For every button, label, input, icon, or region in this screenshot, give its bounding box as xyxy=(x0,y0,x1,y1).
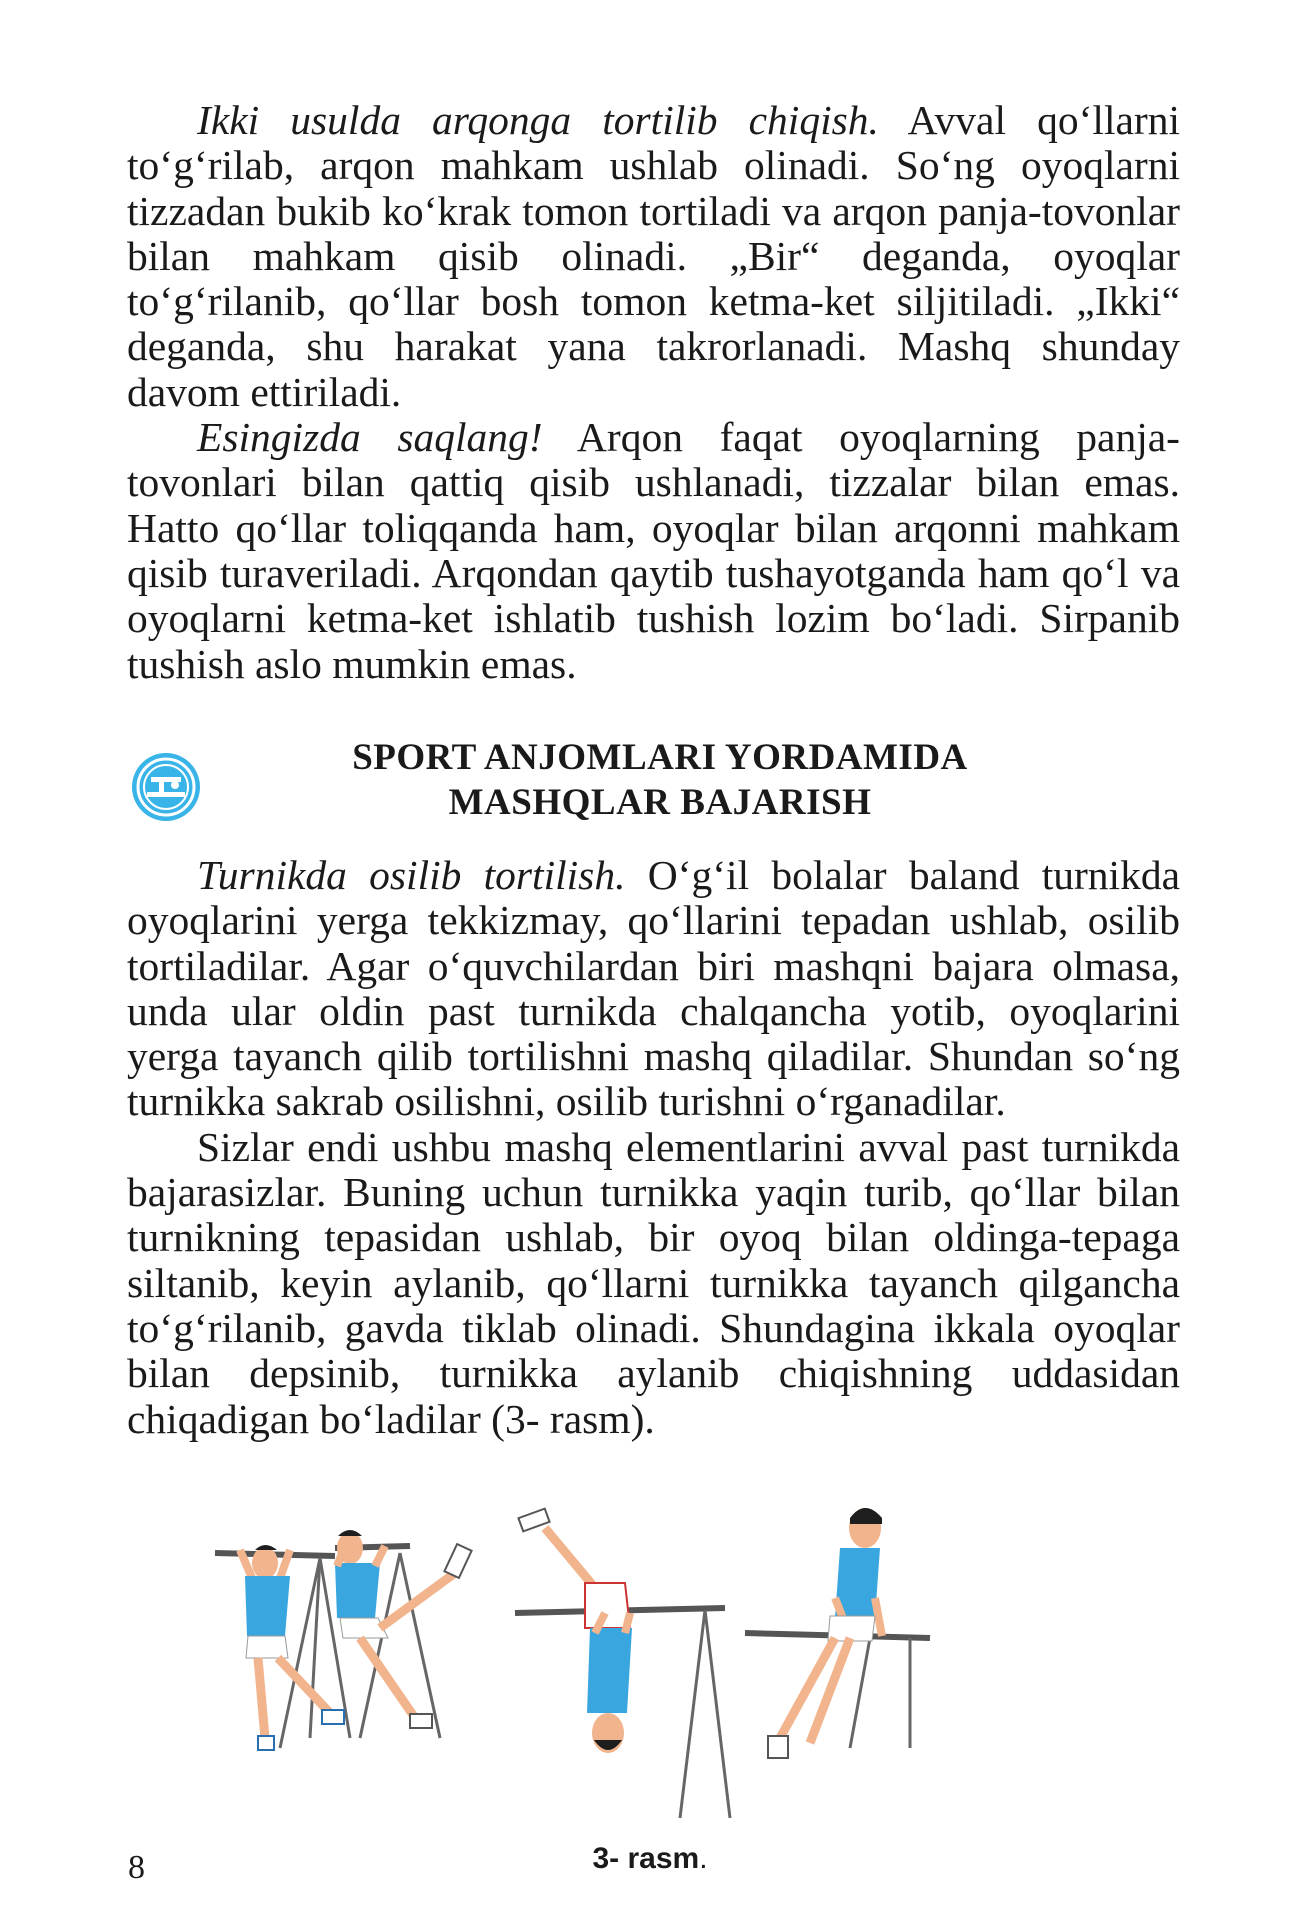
paragraph-lead: Ikki usulda arqonga tortilib chiqish. xyxy=(197,97,879,143)
paragraph-body: Avval qo‘llarni to‘g‘rilab, arqon mahkam ushlab olinadi. So‘ng oyoqlarni tizzadan bukib ko‘krak tomon tortiladi va arqon panja-tovonlar bilan mahkam qisib olinadi. „Bir“ deganda, oyoqlar to‘g‘rilanib, qo‘llar bosh tomon ketma-ket siljitiladi. „Ikki“ deganda, shu harakat yana takrorlanadi. Mashq shunday davom ettiriladi. xyxy=(127,97,1180,415)
gymnastics-section-icon xyxy=(129,750,203,824)
section-heading xyxy=(250,735,1070,825)
heading-line-1: SPORT ANJOMLARI YORDAMIDA xyxy=(352,737,968,778)
heading-line-2: MASHQLAR BAJARISH xyxy=(448,782,872,823)
caption-label: 3- rasm xyxy=(592,1842,700,1875)
page-number: 8 xyxy=(128,1849,145,1886)
text-block-bottom xyxy=(127,853,1180,1442)
paragraph-body: Sizlar endi ushbu mashq elementlarini avval past turnikda bajarasizlar. Buning uchun turnikka yaqin turib, qo‘llar bilan turnikning tepasidan ushlab, bir oyoq bilan oldinga-tepaga siltanib, keyin aylanib, qo‘llarni turnikka tayanch qilgancha to‘g‘rilanib, gavda tiklab olinadi. Shundagina ikkala oyoqlar bilan depsinib, turnikka aylanib chiqishning uddasidan chiqadigan bo‘ladilar (3- rasm). xyxy=(127,1123,1180,1442)
paragraph-body: O‘g‘il bolalar baland turnikda oyoqlarini yerga tekkizmay, qo‘llarini tepadan ushlab, osilib tortiladilar. Agar o‘quvchilardan biri mashqni bajara olmasa, unda ular oldin past turnikda chalqancha yotib, oyoqlarini yerga tayanch qilib tortilishni mashq qiladilar. Shundan so‘ng turnikka sakrab osilishni, osilib turishni o‘rganadilar. xyxy=(127,852,1180,1125)
figure-3-rotation xyxy=(515,1509,730,1818)
figure-4-front-support xyxy=(745,1508,930,1758)
figure-caption xyxy=(0,1842,1300,1876)
text-block-top xyxy=(127,98,1180,687)
paragraph-lead: Turnikda osilib tortilish. xyxy=(197,852,626,898)
paragraph-pull-ups xyxy=(127,853,1180,1125)
figure-1-hanging xyxy=(215,1545,350,1750)
paragraph-lead: Esingizda saqlang! xyxy=(197,414,543,461)
paragraph-low-bar xyxy=(127,1125,1180,1442)
paragraph-body: Arqon faqat oyoqlarning panja-tovonlari bilan qattiq qisib ushlanadi, tizzalar bilan emas. Hatto qo‘llar toliqqanda ham, oyoqlar bilan arqonni mahkam qisib turaveriladi. Arqondan qaytib tushayotganda ham qo‘l va oyoqlarni ketma-ket ishlatib tushish lozim bo‘ladi. Sirpanib tushish aslo mumkin emas. xyxy=(127,414,1180,687)
paragraph-rope-climb xyxy=(127,98,1180,415)
figure-2-leg-swing xyxy=(335,1530,472,1738)
caption-period: . xyxy=(699,1842,708,1875)
paragraph-remember xyxy=(127,415,1180,687)
horizontal-bar-illustration xyxy=(210,1488,1090,1833)
